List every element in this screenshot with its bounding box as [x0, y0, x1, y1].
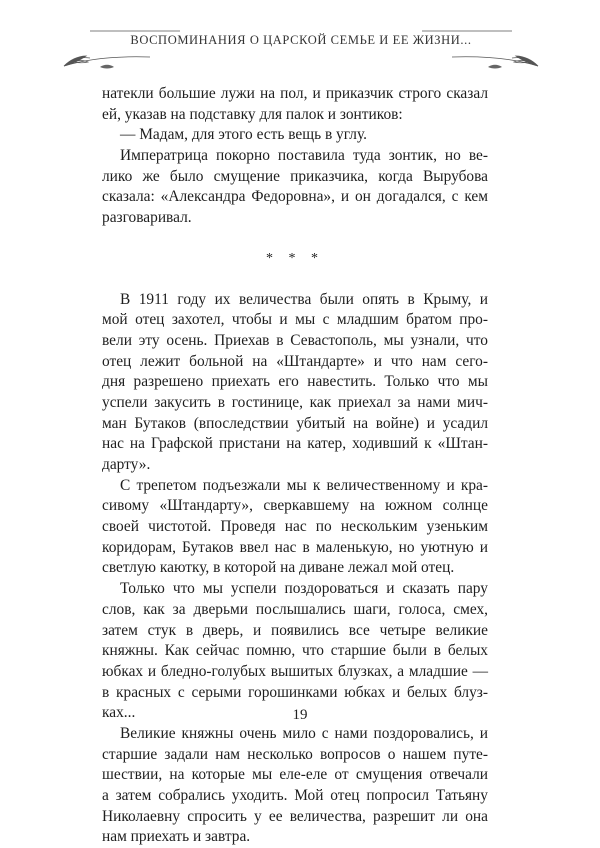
text-line: в красных с серыми горошинками юбках и белых блуз-: [102, 683, 488, 701]
section-separator: * * *: [266, 250, 324, 266]
header-title: ВОСПОМИНАНИЯ О ЦАРСКОЙ СЕМЬЕ И ЕЕ ЖИЗНИ...: [130, 33, 472, 47]
text-line: затем стук в дверь, и появились все четыре великие: [102, 621, 488, 639]
text-line: сивому «Штандарту», сверкавшему на южном солнце: [102, 497, 488, 515]
text-line: мой отец захотел, чтобы и мы с младшим братом про-: [102, 311, 488, 329]
text-line: юбках и бледно-голубых вышитых блузках, а младшие —: [102, 662, 488, 680]
text-line: сказала: «Александра Федоровна», и он догадался, с кем: [102, 188, 488, 206]
text-line: дня разрешено приехать его навестить. Только что мы: [102, 373, 488, 391]
text-line: ей, указав на подставку для палок и зонтиков:: [102, 105, 403, 123]
text-line: — Мадам, для этого есть вещь в углу.: [120, 126, 367, 144]
text-line: Великие княжны очень мило с нами поздоровались, и: [120, 724, 488, 742]
text-line: а затем собрались уходить. Мой отец попросил Татьяну: [102, 787, 488, 804]
text-line: коридорам, Бутаков ввел нас в маленькую, но уютную и: [102, 538, 488, 556]
text-line: С трепетом подъезжали мы к величественному и кра-: [120, 476, 488, 494]
text-line: вели эту осень. Приехав в Севастополь, мы узнали, что: [102, 331, 488, 349]
text-line: успели закусить в гостинице, как приехал за нами мич-: [102, 393, 488, 411]
text-line: разговаривал.: [102, 209, 192, 227]
text-line: натекли большие лужи на пол, и приказчик строго сказал: [102, 85, 488, 102]
text-line: слов, как за дверьми послышались шаги, голоса, смех,: [102, 600, 488, 618]
text-line: нам приехать и завтра.: [102, 828, 251, 846]
text-line: ках...: [102, 704, 136, 722]
text-line: дарту».: [102, 456, 151, 473]
text-line: шествии, на которые мы еле-еле от смущения отвечали: [102, 766, 488, 784]
text-line: Императрица покорно поставила туда зонтик, но ве-: [120, 147, 488, 165]
text-line: княжны. Как сейчас помню, что старшие были в белых: [102, 642, 488, 660]
text-line: лико же было смущение приказчика, когда Вырубова: [102, 167, 488, 185]
text-line: ман Бутаков (впоследствии убитый на войне) и усадил: [102, 414, 488, 432]
page-number: 19: [292, 707, 308, 723]
text-line: Николаевну спросить у ее величества, разрешит ли она: [102, 807, 488, 825]
text-line: светлую каютку, в которой на диване лежал мой отец.: [102, 559, 455, 577]
text-line: В 1911 году их величества были опять в Крыму, и: [120, 290, 488, 308]
text-line: старшие задали нам несколько вопросов о нашем путе-: [102, 745, 488, 763]
text-line: отец лежит больной на «Штандарте» и что нам сего-: [102, 352, 488, 370]
text-line: Только что мы успели поздороваться и сказать пару: [120, 580, 488, 598]
running-header: [60, 22, 542, 72]
text-line: своей чистотой. Проведя нас по нескольким узеньким: [102, 518, 488, 536]
text-line: нас на Графской пристани на катер, ходивший к «Штан-: [102, 435, 488, 453]
body-text: [102, 84, 488, 848]
